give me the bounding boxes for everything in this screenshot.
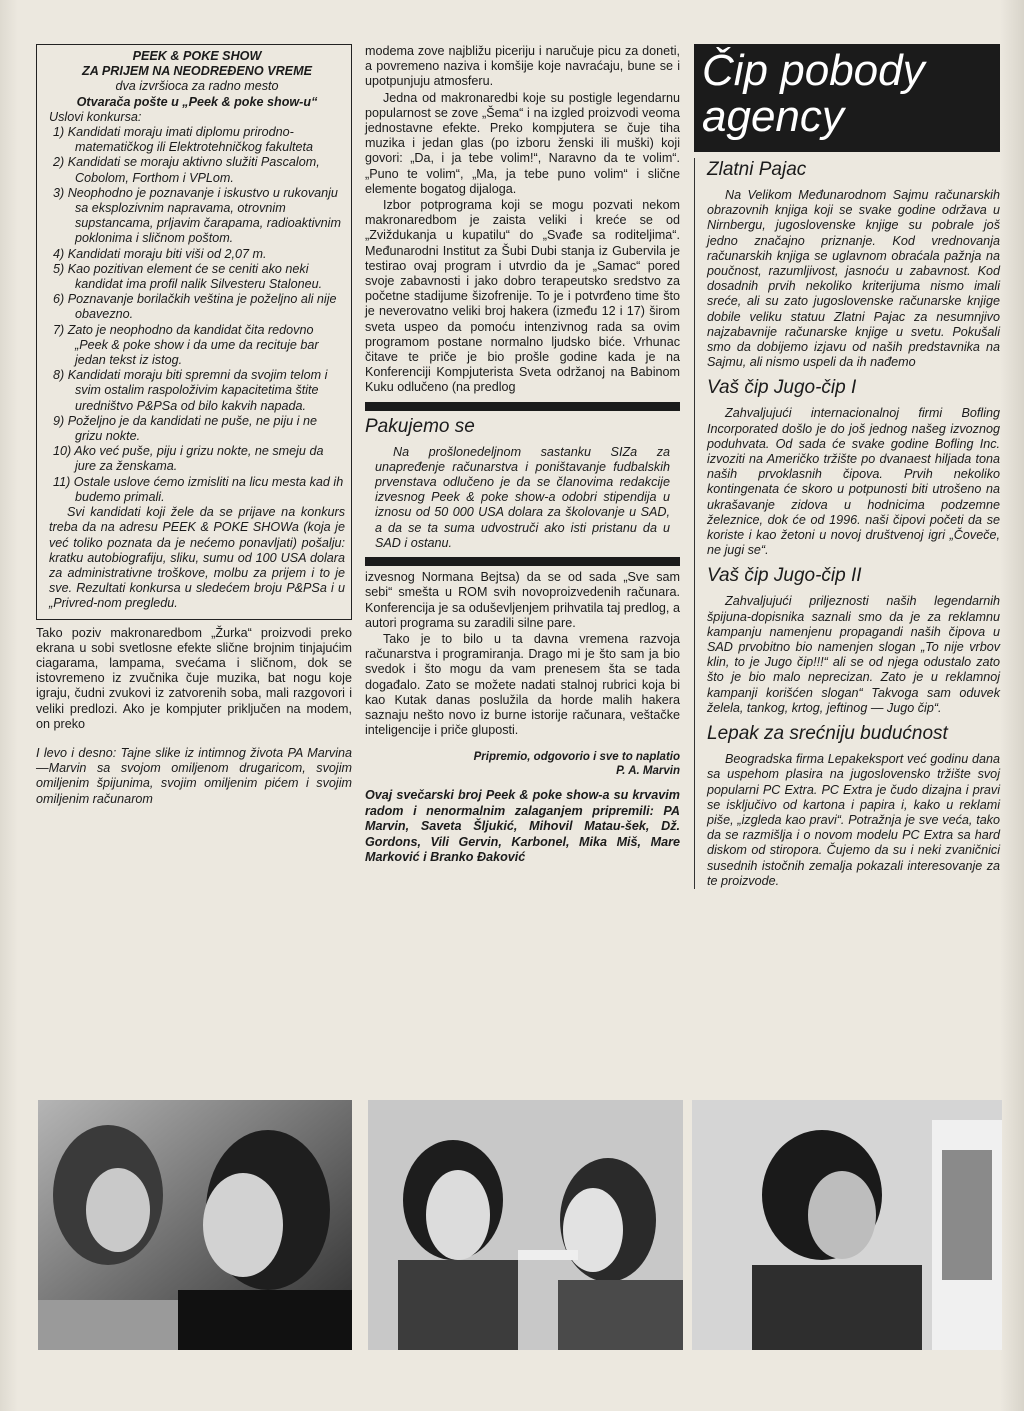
article-text: Tako je to bilo u ta davna vremena razvoja računarstva i programiranja. Drago mi je što sam ja bio svedok i što mogu da vam prenesem šta se tada događalo. Zato se možete nadati stalnoj rubrici koja bi kao Kutak danas poslužila da horde malih hakera saznaju nešto novo iz burne istorije računara, veštačke inteligencije i priče gluposti.	[365, 631, 680, 738]
ad-role: Otvarača pošte u „Peek & poke show-u“	[76, 94, 318, 109]
photo-couple	[38, 1100, 352, 1350]
credit-line: Pripremio, odgovorio i sve to naplatio	[473, 751, 680, 764]
ad-condition-item: 7) Zato je neophodno da kandidat čita redovno „Peek & poke show i da ume da recituje bar jedan tekst iz istog.	[53, 322, 319, 368]
ad-position: dva izvršioca za radno mesto	[115, 79, 279, 94]
photo-caption: I levo i desno: Tajne slike iz intimnog života PA Marvina—Marvin sa svojom omiljenom drugaricom, svojim omiljenim špijunima, svojim omiljenim pićem i svojim omiljenim računarom	[36, 745, 352, 806]
article-text: Jedna od makronaredbi koje su postigle legendarnu popularnost se zove „Šema“ i na izgled proizvodi veoma jednostavne efekte. Preko kompjutera se čuje tiha muzika i jedan glas (po izboru ženski ili muški) koji govori: „Da, i ja tebe volim!“, Naravno da te volim“. „Puno te volim“, „Ma, ja tebe puno volim“ i slične elemente bogatog dijaloga.	[365, 90, 680, 196]
photo-spies	[368, 1100, 683, 1350]
banner-title-line: agency	[702, 92, 844, 141]
ad-condition-item: 3) Neophodno je poznavanje i iskustvo u rukovanju sa eksplozivnim napravama, otrovnim supstancama, prljavim čarapama, radioaktivnim poklonima i sličnom poštom.	[53, 185, 341, 246]
brief-title: Vaš čip Jugo-čip I	[707, 377, 857, 399]
left-column	[36, 44, 352, 808]
ad-subheading: ZA PRIJEM NA NEODREĐENO VREME	[82, 64, 312, 79]
ad-condition-item: 9) Poželjno je da kandidati ne puše, ne piju i ne grizu nokte.	[53, 413, 317, 444]
brief-title: Zlatni Pajac	[707, 159, 807, 180]
article-text: Tako poziv makronaredbom „Žurka“ proizvodi preko ekrana u sobi svetlosne efekte slične brojnim tinjajućim ciagarama, lampama, svećama i sličnom, dok se istovremeno iz zvučnika čuje muzika, bat nogu koje igraju, čudni zvukovi iz zatvorenih soba, mali razgovori i veliki predlozi. Ako je kompjuter priključen na modem, on preko	[36, 625, 352, 731]
credit-author: P. A. Marvin	[616, 765, 680, 778]
computer-photo-image	[692, 1100, 1002, 1350]
banner-title-line: Čip pobody	[702, 46, 925, 95]
couple-photo-image	[38, 1100, 352, 1350]
brief-text: Zahvaljujući priljeznosti naših legendarnih špijuna-dopisnika saznali smo da je za reklamnu kampanju namenjenu propagandi naših čipova u SAD prvobitno bio namenjen slogan „To nije vrbov klin, to je Jugo čip!!!“ ali se od njega odustalo zato što je bio malo neprecizan. Zato je u reklamnoj kampanji korišćen slogan“ Takvoga sam oduvek želela, tankog, krtog, jeftinog — Jugo čip“.	[707, 594, 1000, 715]
staff-credits: Ovaj svečarski broj Peek & poke show-a su krvavim radom i nenormalnim zalaganjem pripremili: PA Marvin, Saveta Šljukić, Mihovil Matau-šek, Dž. Gordons, Vili Gervin, Karbonel, Mika Miš, Mare Marković i Branko Đaković	[365, 788, 680, 865]
section-rule	[365, 557, 680, 566]
article-text: modema zove najbližu piceriju i naručuje picu za doneti, a povremeno naziva i komšije koje navraćaju, bune se i upotpunjuju atmosferu.	[365, 44, 680, 89]
ad-condition-item: 2) Kandidati se moraju aktivno služiti Pascalom, Cobolom, Forthom i VPLom.	[53, 155, 320, 185]
ad-condition-item: 4) Kandidati moraju biti viši od 2,07 m.	[53, 246, 267, 261]
ad-closing: Svi kandidati koji žele da se prijave na konkurs treba da na adresu PEEK & POKE SHOWa (koja je već toliko poznata da je nećemo ponavljati) pošalju: kratku autobiografiju, sliku, sumu od 100 USA dolara za administrativne troškove, molbu za prijem i to je sve. Rezultati konkursa u sledećem broju P&PSa i u „Privred-nom pregledu.	[49, 505, 345, 611]
brief-title: Lepak za srećniju budućnost	[707, 723, 948, 745]
article-text: Izbor potprograma koji se mogu pozvati nekom makronaredbom je zaista veliki i kreće se od „Zviždukanja u kupatilu“ do „Svađe sa roditeljima“. Međunarodni Institut za Šubi Dubi stanja iz Gubervila je testirao ovaj program i utvrdio da je „Samac“ pored svoje zabavnosti i jako dobro terapeutsko sredstvo za početne stadijume šizofrenije. To je i potvrđeno time što je neverovatno veliki broj hakera (između 12 i 17) širom sveta uspeo da pomoću intenzivnog rada sa ovim programom postane normalno ljudsko biće. Vrhunac čitave te priče je bio prošle godine kada je na Konferenciji Kompjuterista Sveta održanoj na Babinom Kuku odlučeno (na predlog	[365, 198, 680, 395]
ad-condition-item: 8) Kandidati moraju biti spremni da svojim telom i svim ostalim raspoloživim kapacitetima štite uredništvo P&PSa od bilo kakvih napada.	[53, 368, 328, 413]
job-ad-box	[36, 44, 352, 620]
author-credit	[365, 750, 680, 778]
photo-computer	[692, 1100, 1002, 1350]
ad-condition-item: 5) Kao pozitivan element će se ceniti ako neki kandidat ima profil nalik Silvesteru Staloneu.	[53, 261, 323, 292]
ad-heading: PEEK & POKE SHOW	[132, 49, 262, 63]
brief-title: Vaš čip Jugo-čip II	[707, 565, 862, 587]
ad-condition-item: 11) Ostale uslove ćemo izmisliti na licu mesta kad ih budemo primali.	[53, 474, 344, 504]
section-rule	[365, 402, 680, 411]
right-column	[694, 44, 1000, 890]
spies-photo-image	[368, 1100, 683, 1350]
brief-text: Zahvaljujući internacionalnoj firmi Bofling Incorporated došlo je do još jednog našeg izvoznog poduhvata. Od sada će svake godine Bofling Inc. izvoziti na Američko tržište po dvanaest hiljada tona naših prvoklasnih čipova. Prvih nekoliko kontingenata će skoro u potpunosti biti utrošeno na ukrašavanje zidova u hodnicima podzemne železnice, dok će od 1996. naši čipovi početi da se koriste i kao žetoni u novoj društvenoj igri „Čoveče, ne jugi se“.	[707, 406, 1000, 558]
article-text: izvesnog Normana Bejtsa) da se od sada „Sve sam sebi“ smešta u ROM svih novoproizvedenih računara. Konferencija je sa oduševljenjem prihvatila taj predlog, a autori programa su zaradili silne pare.	[365, 570, 680, 630]
brief-text: Na Velikom Međunarodnom Sajmu računarskih obrazovnih knjiga koji se svake godine održava u Nirnbergu, jugoslovenske knjige su pobrale još jedno značajno priznanje. Kod vrednovanja računarskih knjiga se uglavnom obraćala pažnja na poučnost, razumljivost, jasnoću u zabavnost. Kod dosadnih prvih nekoliko kriterijuma nismo imali sreće, ali su zato jugoslovenske računarske knjige dobile veliku statuu Zlatni Pajac za nesumnjivo najzabavnije računarske knjige u svetu. Pokušali smo da dobijemo izjavu od naših predstavnika na Sajmu, ali nismo uspeli da ih nađemo	[707, 188, 1000, 370]
middle-column	[365, 44, 680, 867]
section-title-banner	[694, 44, 1000, 152]
ad-condition-item: 1) Kandidati moraju imati diplomu prirodno-matematičkog ili Elektrotehničkog fakulteta	[53, 125, 313, 155]
brief-text: Beogradska firma Lepakeksport već godinu dana sa uspehom plasira na jugoslovensko tržište svoj popularni PC Extra. PC Extra je čudo dizajna i pravi se isključivo od kartona i papira i, kako u reklami piše, „izgleda kao pravi“. Potražnja je sve veća, tako da se razmišlja i o novom modelu PC Extra sa hard diskom od stiropora. Čujemo da su i neki zvaničnici susednih istočnih zemalja pokazali interesovanje za te proizvode.	[707, 752, 1000, 888]
ad-conditions-label: Uslovi konkursa:	[49, 109, 142, 124]
ad-condition-item: 6) Poznavanje borilačkih veština je poželjno ali nije obavezno.	[53, 292, 337, 322]
news-briefs	[694, 158, 1000, 889]
section-text: Na prošlonedeljnom sastanku SIZa za unapređenje računarstva i poništavanje fudbalskih prvenstava odlučeno je da se članovima redakcije izvesnog Peek & poke show-a odobri stipendija u iznosu od 50 000 USA dolara za školovanje u SAD, a da se ta suma udvostruči ako isti pristanu da u SAD i ostanu.	[375, 444, 670, 550]
ad-condition-item: 10) Ako već puše, piju i grizu nokte, ne smeju da jure za ženskama.	[53, 444, 324, 474]
section-title: Pakujemo se	[365, 415, 475, 437]
